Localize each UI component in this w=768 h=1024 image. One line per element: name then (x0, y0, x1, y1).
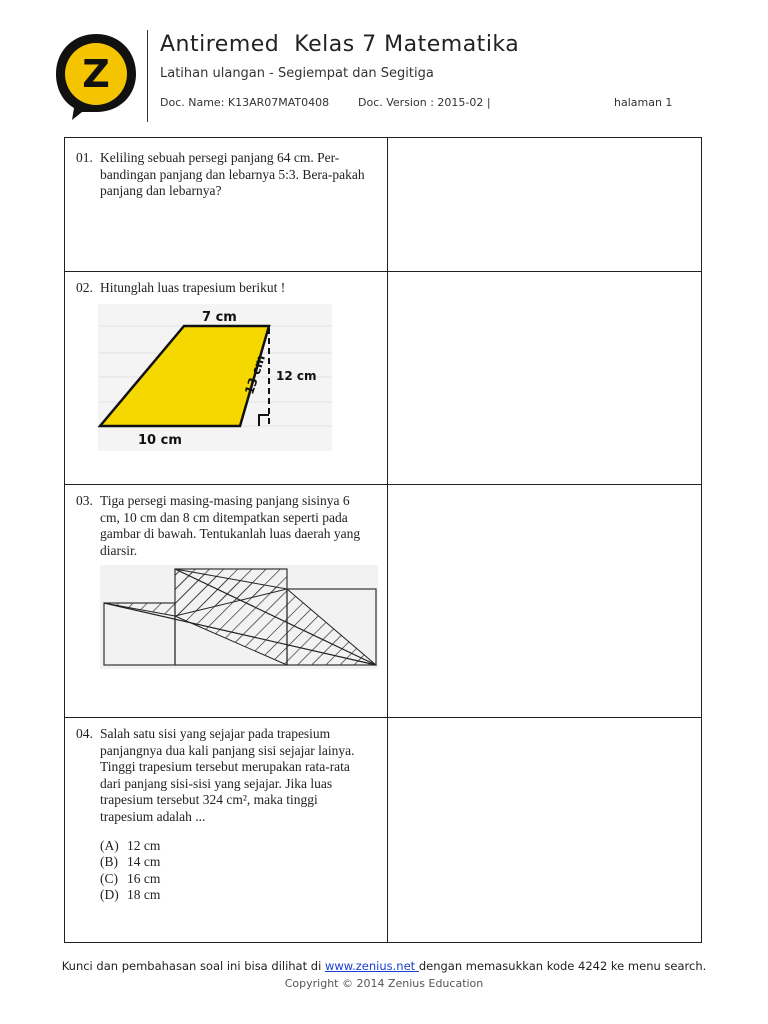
question-number: 03. (76, 493, 93, 508)
trapezoid-figure (98, 304, 332, 451)
question-text: Keliling sebuah persegi panjang 64 cm. Per-bandingan panjang dan lebarnya 5:3. Bera-pakah panjang dan lebarnya? (100, 150, 365, 198)
option-label: (D) (100, 887, 119, 902)
copyright: Copyright © 2014 Zenius Education (284, 977, 484, 990)
option-value: 12 cm (127, 838, 161, 853)
question-text: Salah satu sisi yang sejajar pada trapesium panjangnya dua kali panjang sisi sejajar lainya. Tinggi trapesium tersebut merupakan rata-rata dari panjang sisi-sisi yang sejajar. Jika luas trapesium tersebut 324 cm², maka tinggi trapesium adalah ... (100, 726, 355, 824)
option-value: 14 cm (127, 854, 161, 869)
question-02 (76, 280, 366, 297)
header-divider (147, 30, 148, 122)
question-table (64, 137, 702, 943)
row-divider (65, 484, 701, 485)
page-subtitle: Latihan ulangan - Segiempat dan Segitiga (160, 66, 434, 81)
question-text: Hitunglah luas trapesium berikut ! (100, 280, 286, 295)
zenius-logo (52, 30, 140, 122)
page-number: halaman 1 (614, 96, 673, 109)
row-divider (65, 717, 701, 718)
slant-side-label: 13 cm (242, 353, 269, 397)
row-divider (65, 271, 701, 272)
question-number: 04. (76, 726, 93, 741)
doc-name: Doc. Name: K13AR07MAT0408 (160, 96, 330, 109)
footer-prefix: Kunci dan pembahasan soal ini bisa dilihat di (61, 959, 325, 973)
squares-figure (100, 565, 378, 669)
option-label: (C) (100, 871, 118, 886)
option-c[interactable] (100, 871, 160, 888)
option-label: (A) (100, 838, 119, 853)
question-number: 02. (76, 280, 93, 295)
top-side-label: 7 cm (202, 310, 237, 325)
question-text: Tiga persegi masing-masing panjang sisinya 6 cm, 10 cm dan 8 cm ditempatkan seperti pada gambar di bawah. Tentukanlah luas daerah yang diarsir. (100, 493, 361, 558)
option-a[interactable] (100, 838, 160, 855)
option-value: 18 cm (127, 887, 161, 902)
footer-note (0, 959, 768, 973)
height-label: 12 cm (276, 369, 317, 383)
footer-suffix: dengan memasukkan kode 4242 ke menu search. (418, 959, 707, 973)
zenius-link[interactable]: www.zenius.net (324, 959, 419, 973)
question-01 (76, 150, 366, 200)
option-value: 16 cm (127, 871, 161, 886)
question-number: 01. (76, 150, 93, 165)
question-03 (76, 493, 368, 559)
option-b[interactable] (100, 854, 160, 871)
column-divider (387, 138, 388, 942)
doc-version: Doc. Version : 2015-02 | (358, 96, 491, 109)
option-label: (B) (100, 854, 118, 869)
option-d[interactable] (100, 887, 160, 904)
page-title: Antiremed Kelas 7 Matematika (160, 32, 520, 57)
logo-letter: Z (82, 52, 110, 96)
bottom-side-label: 10 cm (138, 433, 182, 448)
question-04 (76, 726, 366, 825)
